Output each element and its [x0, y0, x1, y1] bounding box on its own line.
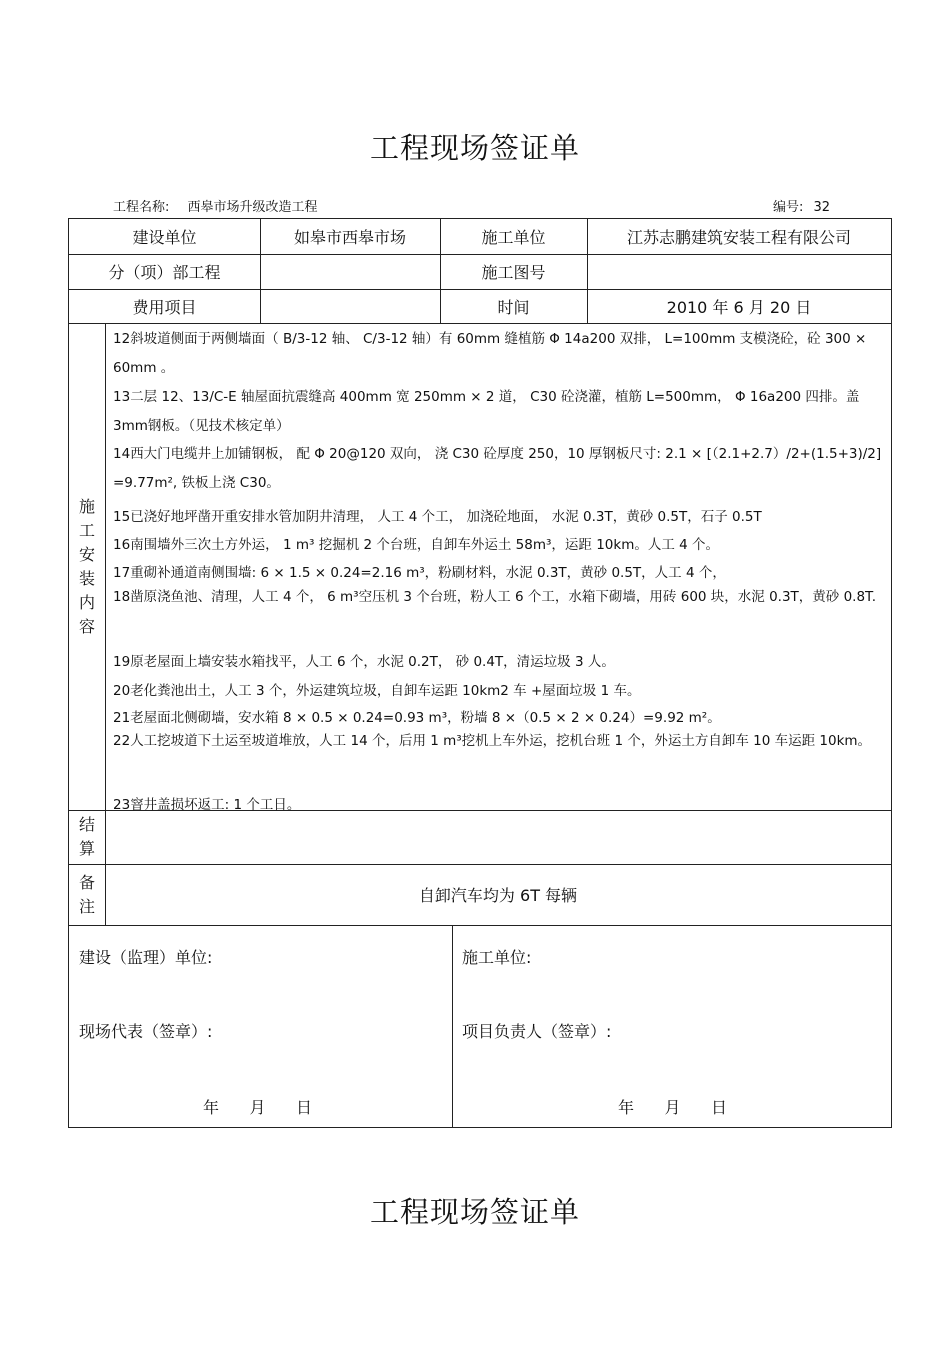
right-rep-label: 项目负责人（签章）:: [462, 1022, 612, 1041]
left-unit-label: 建设（监理）单位:: [79, 948, 213, 967]
next-page-title: 工程现场签证单: [369, 1195, 580, 1229]
visa-form-table: [68, 218, 892, 1128]
settlement-label: 结 算: [78, 815, 95, 858]
column-divider: [452, 925, 453, 1127]
content-item: 17重砌补通道南侧围墙: 6 × 1.5 × 0.24=2.16 m³，粉刷材料，水泥 0.3T，黄砂 0.5T，人工 4 个，: [113, 565, 726, 581]
project-name-label: 工程名称:: [113, 200, 170, 215]
content-label: 施 工 安 装 内 容: [78, 496, 95, 636]
content-item: 21老屋面北侧砌墙，安水箱 8 × 0.5 × 0.24=0.93 m³，粉墙 8 ×（0.5 × 2 × 0.24）=9.92 m²。: [113, 710, 721, 726]
contractor-label: 施工单位: [481, 228, 546, 247]
project-name-line: [113, 196, 318, 215]
cost-value: [260, 289, 440, 323]
subproject-value: [260, 254, 440, 289]
project-name-value: 西皋市场升级改造工程: [187, 200, 318, 215]
content-item: 22人工挖坡道下土运至坡道堆放，人工 14 个，后用 1 m³挖机上车外运，挖机台班 1 个，外运土方自卸车 10 车运距 10km。: [113, 733, 872, 749]
content-item: 13二层 12、13/C-E 轴屋面抗震缝高 400mm 宽 250mm × 2 道， C30 砼浇灌，植筋 L=500mm， Φ 16a200 四排。盖 3mm钢板。（见技术核定单）: [113, 389, 860, 434]
content-item: 16南围墙外三次土方外运， 1 m³ 挖掘机 2 个台班，自卸车外运土 58m³，运距 10km。人工 4 个。: [113, 537, 720, 553]
remark-text: 自卸汽车均为 6T 每辆: [418, 886, 578, 905]
left-rep-label: 现场代表（签章）:: [79, 1022, 213, 1041]
cost-label: 费用项目: [132, 297, 197, 317]
number-label: 编号:: [773, 200, 804, 215]
contractor-value: 江苏志鹏建筑安装工程有限公司: [626, 228, 851, 247]
builder-label: 建设单位: [132, 228, 197, 247]
right-unit-label: 施工单位:: [462, 948, 532, 967]
time-value: 2010 年 6 月 20 日: [666, 297, 812, 317]
content-item: 23窨井盖损坏返工: 1 个工日。: [113, 797, 301, 813]
content-item: 18凿原浇鱼池、清理，人工 4 个， 6 m³空压机 3 个台班，粉人工 6 个工，水箱下砌墙，用砖 600 块，水泥 0.3T，黄砂 0.8T.: [113, 589, 876, 605]
content-item: 12斜坡道侧面于两侧墙面（ B/3-12 轴、 C/3-12 轴）有 60mm 缝植筋 Φ 14a200 双排， L=100mm 支模浇砼，砼 300 × 60mm 。: [113, 331, 867, 376]
builder-value: 如皋市西皋市场: [293, 228, 406, 247]
row-divider: [69, 323, 891, 324]
time-label: 时间: [497, 297, 530, 317]
right-date: 年 月 日: [618, 1098, 728, 1117]
content-item: 19原老屋面上墙安装水箱找平，人工 6 个，水泥 0.2T， 砂 0.4T，清运垃圾 3 人。: [113, 654, 615, 670]
drawing-value: [587, 254, 891, 289]
content-item: 14西大门电缆井上加铺钢板， 配 Φ 20@120 双向， 浇 C30 砼厚度 250，10 厚钢板尺寸: 2.1 × [（2.1+2.7）/2+(1.5+3)/2] =9.77m², 铁板上浇 C30。: [113, 446, 882, 491]
content-item: 20老化粪池出土，人工 3 个，外运建筑垃圾，自卸车运距 10km2 车 +屋面垃圾 1 车。: [113, 683, 641, 699]
row-divider: [69, 925, 891, 926]
drawing-label: 施工图号: [481, 263, 546, 282]
remark-label: 备 注: [78, 872, 95, 916]
left-date: 年 月 日: [203, 1098, 313, 1117]
column-divider: [105, 323, 106, 925]
page-title: 工程现场签证单: [369, 131, 580, 165]
number-value: 32: [813, 200, 831, 215]
number-line: [773, 196, 830, 215]
subproject-label: 分（项）部工程: [108, 263, 221, 282]
content-item: 15已浇好地坪凿开重安排水管加阴井清理， 人工 4 个工， 加浇砼地面， 水泥 0.3T，黄砂 0.5T，石子 0.5T: [113, 509, 762, 525]
